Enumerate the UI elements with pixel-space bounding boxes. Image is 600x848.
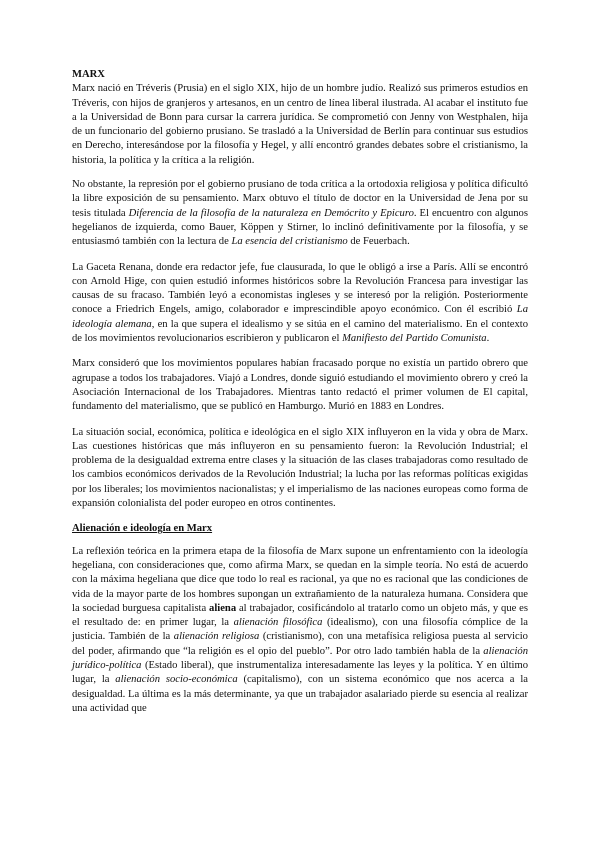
term-alienacion-socio-economica: alienación socio-económica	[115, 674, 238, 686]
paragraph-alienacion	[72, 545, 528, 717]
term-alienacion-juridico-politica: alienación jurídico-política	[72, 645, 528, 671]
paragraph-biography-early: Marx nació en Tréveris (Prusia) en el siglo XIX, hijo de un hombre judío. Realizó sus primeros estudios en Tréveris, con hijos de granjeros y artesanos, en un centro de línea liberal ilustrada. Al acabar el instituto fue a la Universidad de Bonn para cursar la carrera jurídica. Se comprometió con Jenny von Westphalen, hija de un funcionario del gobierno prusiano. Se trasladó a la Universidad de Berlín para continuar sus estudios en Derecho, interesándose por la filosofía y Hegel, y allí encontró grandes debates sobre el cristianismo, la historia, la política y la crítica a la religión.	[72, 83, 528, 166]
text-run: de Feuerbach.	[347, 236, 410, 248]
book-title-thesis: Diferencia de la filosofía de la naturaleza en Demócrito y Epicuro	[128, 207, 414, 219]
text-run: No obstante, la represión por el gobierno prusiano de toda crítica a la ortodoxia religiosa y política dificultó la libre exposición de su pensamiento. Marx obtuvo el título de doctor en la Universidad de Jena por su tesis titulada	[72, 179, 528, 219]
text-run: (Estado liberal), que instrumentaliza interesadamente las leyes y la política. Y en último lugar, la	[72, 659, 528, 686]
text-run: (cristianismo), con una metafísica religiosa puesta al servicio del poder, afirmando que “la religión es el opio del pueblo”. Por otro lado también habla de la	[72, 631, 528, 657]
paragraph-doctorate	[72, 178, 528, 249]
text-run: . El encuentro con algunos hegelianos de izquierda, como Bauer, Köppen y Stirner, lo inclinó definitivamente por la filosofía, y se entusiasmó también con la lectura de	[72, 207, 528, 248]
book-title-manifiesto: Manifiesto del Partido Comunista	[342, 333, 487, 345]
paragraph-paris	[72, 261, 528, 347]
term-aliena: aliena	[209, 602, 237, 614]
text-run: , en la que supera el idealismo y se sitúa en el camino del materialismo. En el contexto de los movimientos revolucionarios escribieron y publicaron el	[72, 318, 529, 345]
text-run: La Gaceta Renana, donde era redactor jefe, fue clausurada, lo que le obligó a irse a París. Allí se encontró con Arnold Hige, con quien estudió informes históricos sobre la Revolución Francesa para investigar las causas de su fracaso. También leyó a economistas ingleses y se interesó por la religión. Posteriormente conoce a Friedrich Engels, amigo, colaborador e imprescindible apoyo económico. Con él escribió	[72, 261, 528, 316]
text-run: (idealismo), con una filosofía cómplice de la justicia. También de la	[72, 617, 528, 643]
section-heading-alienacion: Alienación e ideología en Marx	[72, 523, 213, 535]
book-title-ideologia: La ideología alemana	[72, 304, 528, 330]
text-run: La reflexión teórica en la primera etapa de la filosofía de Marx supone un enfrentamiento con la ideología hegeliana, con consideraciones que, como afirma Marx, se quedan en la simple teoría. No está de acuerdo con la máxima hegeliana que dice que todo lo real es racional, ya que no es racional que las condiciones de vida de la mayor parte de los hombres supongan un extrañamiento de la naturaleza humana. Considera que la sociedad burguesa capitalista	[72, 545, 528, 614]
book-title-feuerbach: La esencia del cristianismo	[231, 236, 348, 248]
text-run: al trabajador, cosificándolo al tratarlo como un objeto más, y que es el resultado de: en primer lugar, la	[72, 602, 528, 629]
paragraph-london: Marx consideró que los movimientos populares habían fracasado porque no existía un partido obrero que agrupase a todos los trabajadores. Viajó a Londres, donde siguió estudiando el movimiento obrero y creó la Asociación Internacional de los Trabajadores. Mientras tanto redactó el primer volumen de El capital, fundamento del materialismo, que se publicó en Hamburgo. Murió en 1883 en Londres.	[72, 358, 528, 413]
term-alienacion-religiosa: alienación religiosa	[173, 631, 260, 643]
document-title: MARX	[72, 69, 105, 80]
text-run: (capitalismo), con un sistema económico que nos acerca a la desigualdad. La última es la más determinante, ya que un trabajador asalariado pierde su esencia al realizar una actividad que	[72, 674, 528, 714]
text-run: .	[486, 333, 490, 345]
paragraph-historical-context: La situación social, económica, política e ideológica en el siglo XIX influyeron en la vida y obra de Marx. Las cuestiones históricas que más influyeron en su pensamiento fueron: la Revolución Industrial; el problema de la desigualdad extrema entre clases y la situación de las clases trabajadoras como resultado de los cambios económicos derivados de la Revolución Industrial; la lucha por las reformas políticas exigidas por los liberales; los movimientos nacionalistas; y el imperialismo de las naciones europeas como forma de expansión colonialista del poder europeo en otros continentes.	[72, 426, 528, 510]
term-alienacion-filosofica: alienación filosófica	[233, 617, 323, 629]
